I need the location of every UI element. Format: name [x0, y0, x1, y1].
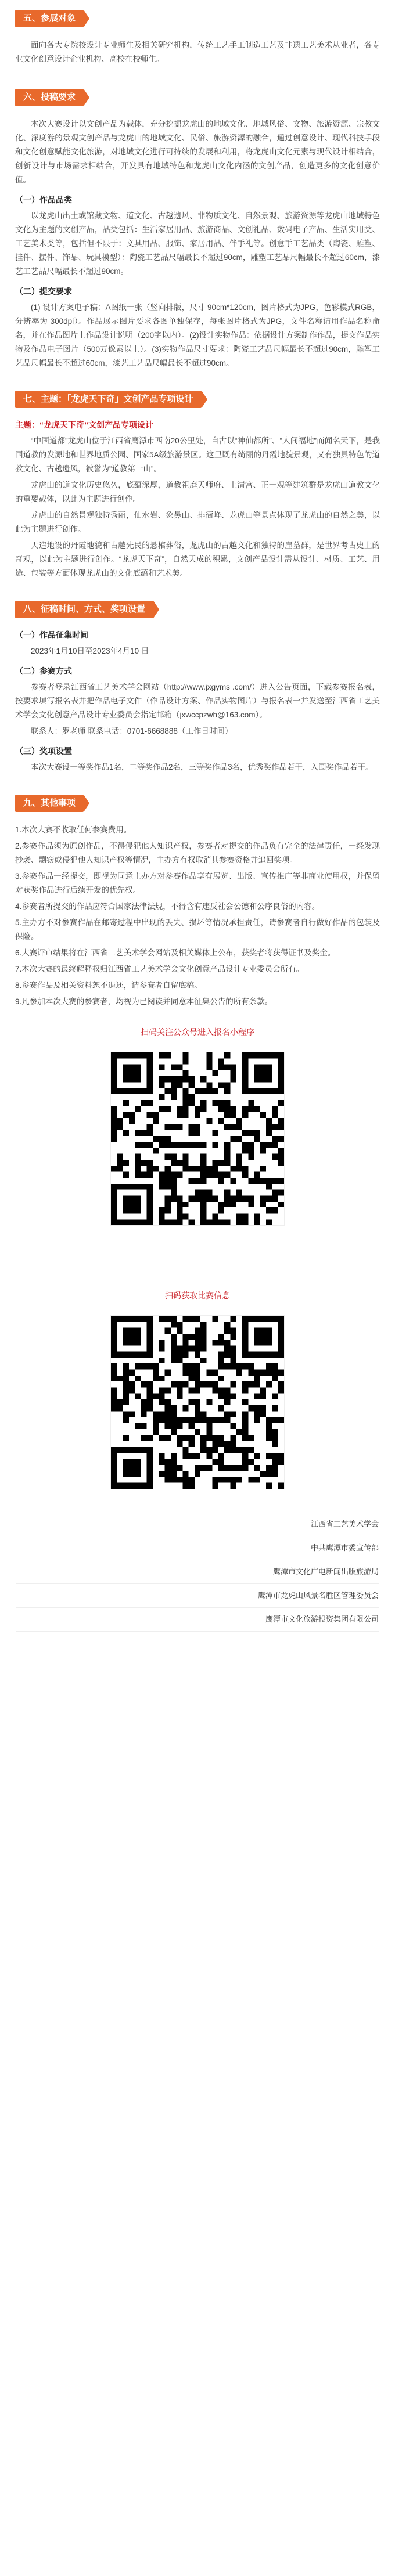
theme-subtitle: 主题：“龙虎天下奇”文创产品专项设计 [15, 420, 153, 430]
organizer-line: 江西省工艺美术学会 [16, 1513, 379, 1536]
theme-paragraph: 龙虎山的自然景观独特秀丽，仙水岩、象鼻山、排衙峰、龙虎山等景点体现了龙虎山的自然之美，以此为主题进行创作。 [15, 511, 380, 533]
signup-qr-code[interactable] [110, 1052, 285, 1226]
tag-arrow [84, 89, 89, 106]
tag-arrow [84, 10, 89, 27]
qr-code-image [111, 1316, 284, 1489]
submission-text: (1) 设计方案电子稿：A图纸一张（竖向排版，尺寸 90cm*120cm，图片格式为JPG，色彩模式RGB，分辨率为 300dpi）。作品展示图片要求各图单独保存，每张图片格式为JPG，文件名称请用作品名称命名，并在作品图片上作品设计说明（200字以内）。(2)设计实物作品：依据设计方案制作作品，提交作品实物及作品电子图片（500万像素以上）。(3)实物作品尺寸要求：陶瓷工艺品尺幅最长不超过90cm，雕塑工艺品尺幅最长不超过60cm，漆艺工艺品尺幅最长不超过90cm。 [15, 303, 380, 367]
other-item: 5.主办方不对参赛作品在邮寄过程中出现的丢失、损坏等情况承担责任，请参赛者自行做好作品的包装及保险。 [15, 918, 380, 941]
organizer-line: 中共鹰潭市委宣传部 [16, 1536, 379, 1560]
section-tag: 八、征稿时间、方式、奖项设置 [15, 601, 153, 618]
other-item: 6.大赛评审结果将在江西省工艺美术学会网站及相关媒体上公布，获奖者将获得证书及奖金。 [15, 948, 336, 957]
section-requirements [0, 86, 395, 370]
contact-text: 联系人：罗老师 联系电话：0701-6668888（工作日时间） [31, 727, 233, 735]
section-tag: 七、主题：「龙虎天下奇」文创产品专项设计 [15, 391, 202, 408]
awards-title: （三）奖项设置 [15, 746, 72, 756]
participants-text: 面向各大专院校设计专业师生及相关研究机构，传统工艺手工制造工艺及非遗工艺美术从业者，各专业文化创意设计企业机构、高校在校师生。 [15, 41, 380, 63]
method-title: （二）参赛方式 [15, 666, 72, 676]
period-title: （一）作品征集时间 [15, 630, 88, 640]
section-theme [0, 388, 395, 580]
section-header [15, 7, 380, 30]
method-text: 参赛者登录江西省工艺美术学会网站（http://www.jxgyms .com/）进入公告页面，下载参赛报名表，按要求填写报名表并把作品电子文件（作品设计方案、作品实物图片）与报名表一并发送至江西省工艺美术学会文化创意产品设计专业委员会指定邮箱（jxwccpzwh@163.com）。 [15, 683, 380, 719]
qr-title: 扫码关注公众号进入报名小程序 [141, 1027, 254, 1037]
qr-title: 扫码获取比赛信息 [165, 1291, 230, 1300]
tag-arrow [84, 795, 89, 812]
organizer-line: 鹰潭市文化旅游投资集团有限公司 [16, 1608, 379, 1632]
other-item: 4.参赛者所提交的作品应符合国家法律法规，不得含有违反社会公德和公序良俗的内容。 [15, 902, 320, 911]
organizer-line: 鹰潭市龙虎山风景名胜区管理委员会 [16, 1584, 379, 1608]
section-header [15, 86, 380, 109]
organizer-line: 鹰潭市文化广电新闻出版旅游局 [16, 1560, 379, 1584]
theme-paragraph: 天造地设的丹霞地貌和古越先民的悬棺葬俗，龙虎山的古越文化和独特的崖墓群，是世界考古史上的奇观，以此为主题进行创作。“龙虎天下奇”，自然天成的积累，文创产品设计需从设计、材质、工艺、用途、包装等方面体现龙虎山的文化底蕴和艺术美。 [15, 541, 380, 578]
submission-title: （二）提交要求 [15, 287, 72, 296]
qr-block-info [0, 1290, 395, 1489]
other-item: 8.参赛作品及相关资料恕不退还，请参赛者自留底稿。 [15, 981, 202, 990]
section-header [15, 792, 380, 815]
section-schedule [0, 598, 395, 774]
other-item: 7.本次大赛的最终解释权归江西省工艺美术学会文化创意产品设计专业委员会所有。 [15, 965, 304, 973]
tag-arrow [153, 601, 159, 618]
qr-block-signup [0, 1026, 395, 1226]
section-other [0, 792, 395, 1009]
tag-arrow [202, 391, 207, 408]
qr-code-image [111, 1052, 284, 1225]
requirements-intro: 本次大赛设计以文创产品为载体，充分挖掘龙虎山的地域文化、地域风俗、文物、旅游资源、宗教文化、深度游的景观文创产品与龙虎山的地域文化、民俗、旅游资源的融合，通过创意设计、现代科技手段和文化创意赋能文化旅游，对地域文化进行可持续的发展和利用，将龙虎山文化元素与现代设计相结合，创新设计与市场需求相结合，开发具有地域特色和龙虎山文化内涵的文创产品，创造更多的文化创意价值。 [15, 120, 380, 184]
section-tag: 九、其他事项 [15, 795, 84, 812]
organizers-footer [0, 1513, 395, 1632]
section-participants [0, 0, 395, 66]
other-item: 3.参赛作品一经提交，即视为同意主办方对参赛作品享有展览、出版、宣传推广等非商业使用权，并保留对获奖作品进行后续开发的优先权。 [15, 872, 380, 894]
section-tag: 五、参展对象 [15, 10, 84, 27]
awards-text: 本次大赛设一等奖作品1名，二等奖作品2名，三等奖作品3名，优秀奖作品若干，入围奖作品若干。 [31, 763, 374, 771]
category-title: （一）作品品类 [15, 195, 72, 204]
other-item: 1.本次大赛不收取任何参赛费用。 [15, 825, 132, 834]
section-tag: 六、投稿要求 [15, 89, 84, 106]
period-text: 2023年1月10日至2023年4月10 日 [31, 647, 149, 655]
category-text: 以龙虎山出土或馆藏文物、道文化、古越遗风、非物质文化、自然景观、旅游资源等龙虎山地域特色文化为主题的文创产品，品类包括：生活家居用品、旅游商品、文创礼品、数码电子产品、生活实用类、工艺美术类等，包括但不限于：文具用品、服饰、家居用品、伴手礼等。创意手工艺品类（陶瓷、雕塑、挂件、摆件、饰品、玩具模型）：陶瓷工艺品尺幅最长不超过90cm，雕塑工艺品尺幅最长不超过60cm，漆艺工艺品尺幅最长不超过90cm。 [15, 211, 380, 276]
section-header [15, 388, 380, 411]
theme-paragraph: 龙虎山的道文化历史悠久，底蕴深厚，道教祖庭天师府、上清宫、正一观等建筑群是龙虎山道教文化的重要载体，以此为主题进行创作。 [15, 481, 380, 503]
section-header [15, 598, 380, 621]
other-item: 9.凡参加本次大赛的参赛者，均视为已阅读并同意本征集公告的所有条款。 [15, 997, 273, 1006]
info-qr-code[interactable] [110, 1315, 285, 1489]
other-item: 2.参赛作品须为原创作品，不得侵犯他人知识产权，参赛者对提交的作品负有完全的法律责任，一经发现抄袭、剽窃或侵犯他人知识产权等情况，主办方有权取消其参赛资格并追回奖项。 [15, 842, 380, 864]
theme-paragraph: “中国道都”龙虎山位于江西省鹰潭市西南20公里处，自古以“神仙都所”、“人间福地”而闻名天下，是我国道教的发源地和世界地质公园、国家5A级旅游景区。这里既有绮丽的丹霞地貌景观，又有独具特色的道教文化、古越遗风，被誉为“道教第一山”。 [15, 436, 380, 473]
